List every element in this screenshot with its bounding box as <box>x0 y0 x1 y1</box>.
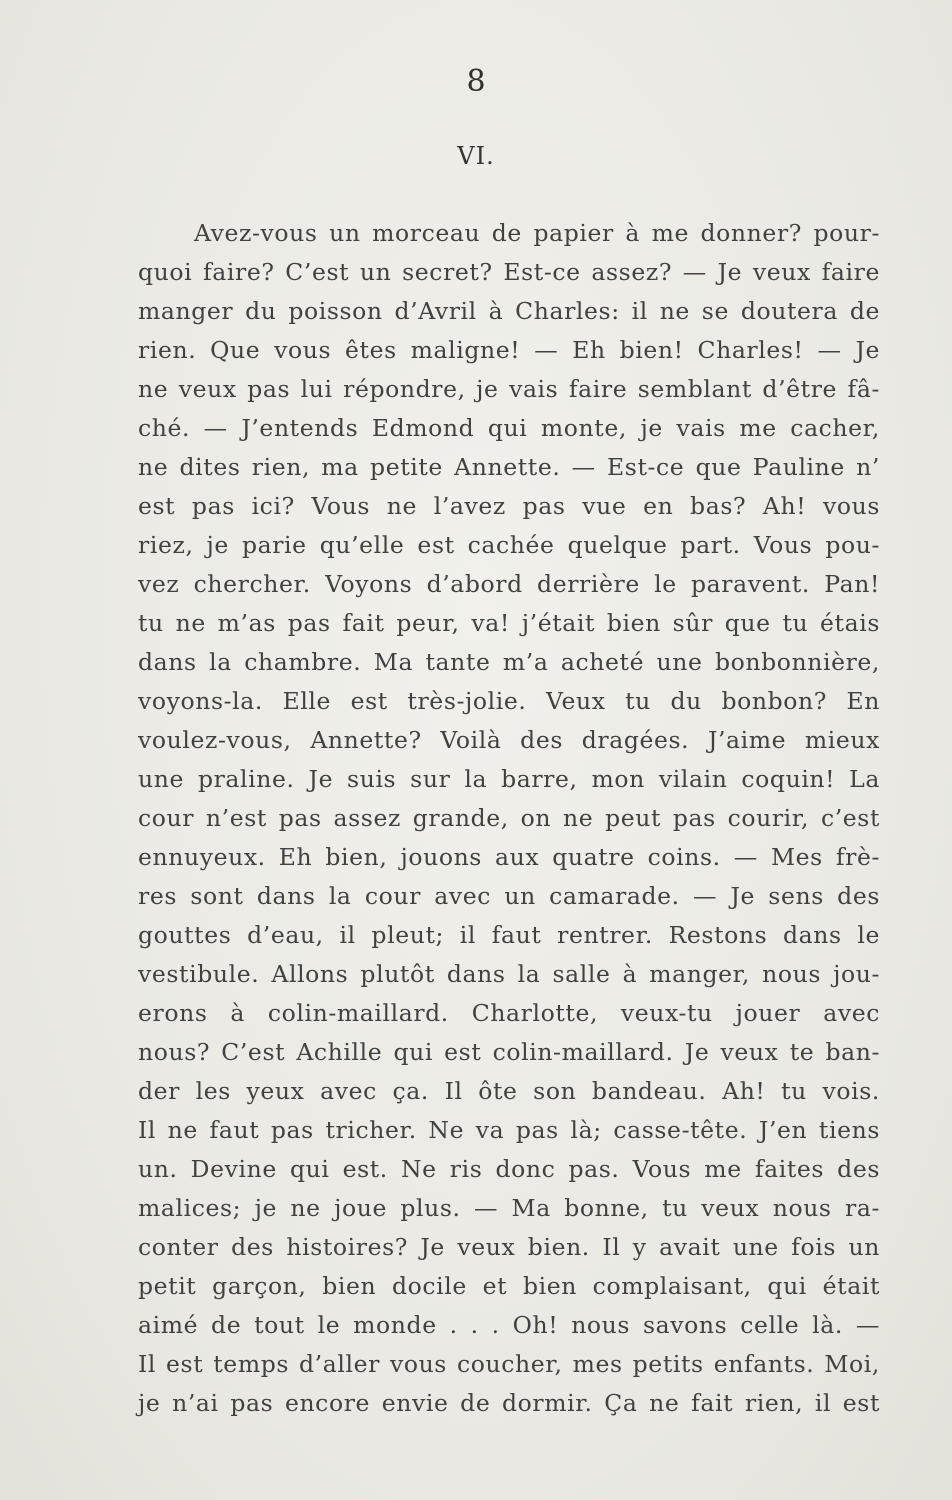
text-line: voyons-la. Elle est très-jolie. Veux tu du bonbon? En <box>138 687 880 715</box>
text-line: est pas ici? Vous ne l’avez pas vue en bas? Ah! vous <box>138 492 880 520</box>
text-line: Il est temps d’aller vous coucher, mes petits enfants. Moi, <box>138 1350 880 1378</box>
text-line: erons à colin-maillard. Charlotte, veux-tu jouer avec <box>138 999 880 1027</box>
text-line: dans la chambre. Ma tante m’a acheté une bonbonnière, <box>138 648 880 676</box>
text-line: vez chercher. Voyons d’abord derrière le paravent. Pan! <box>138 570 880 598</box>
text-line: rien. Que vous êtes maligne! — Eh bien! Charles! — Je <box>138 336 880 364</box>
text-line: conter des histoires? Je veux bien. Il y avait une fois un <box>138 1233 880 1261</box>
text-line: voulez-vous, Annette? Voilà des dragées. J’aime mieux <box>138 726 880 754</box>
text-line: ne dites rien, ma petite Annette. — Est-ce que Pauline n’ <box>138 453 880 481</box>
text-line: malices; je ne joue plus. — Ma bonne, tu veux nous ra- <box>138 1194 880 1222</box>
text-line: manger du poisson d’Avril à Charles: il ne se doutera de <box>138 297 880 325</box>
body-text <box>138 214 880 1423</box>
text-line: quoi faire? C’est un secret? Est-ce assez? — Je veux faire <box>138 258 880 286</box>
text-line: aimé de tout le monde . . . Oh! nous savons celle là. — <box>138 1311 880 1339</box>
text-line: ennuyeux. Eh bien, jouons aux quatre coins. — Mes frè- <box>138 843 880 871</box>
text-line: Il ne faut pas tricher. Ne va pas là; casse-tête. J’en tiens <box>138 1116 880 1144</box>
section-heading: VI. <box>457 142 495 170</box>
text-line: je n’ai pas encore envie de dormir. Ça ne fait rien, il est <box>138 1389 880 1417</box>
text-line: ne veux pas lui répondre, je vais faire semblant d’être fâ- <box>138 375 880 403</box>
text-line: res sont dans la cour avec un camarade. — Je sens des <box>138 882 880 910</box>
text-line: riez, je parie qu’elle est cachée quelque part. Vous pou- <box>138 531 880 559</box>
text-line: un. Devine qui est. Ne ris donc pas. Vous me faites des <box>138 1155 880 1183</box>
text-line: vestibule. Allons plutôt dans la salle à manger, nous jou- <box>138 960 880 988</box>
text-line: ché. — J’entends Edmond qui monte, je vais me cacher, <box>138 414 880 442</box>
text-line: cour n’est pas assez grande, on ne peut pas courir, c’est <box>138 804 880 832</box>
text-line: gouttes d’eau, il pleut; il faut rentrer. Restons dans le <box>138 921 880 949</box>
text-line: der les yeux avec ça. Il ôte son bandeau. Ah! tu vois. <box>138 1077 880 1105</box>
page-number: 8 <box>466 64 486 99</box>
text-line: tu ne m’as pas fait peur, va! j’était bien sûr que tu étais <box>138 609 880 637</box>
text-line: nous? C’est Achille qui est colin-maillard. Je veux te ban- <box>138 1038 880 1066</box>
text-line: Avez-vous un morceau de papier à me donner? pour- <box>194 219 880 247</box>
text-line: une praline. Je suis sur la barre, mon vilain coquin! La <box>138 765 880 793</box>
text-line: petit garçon, bien docile et bien complaisant, qui était <box>138 1272 880 1300</box>
